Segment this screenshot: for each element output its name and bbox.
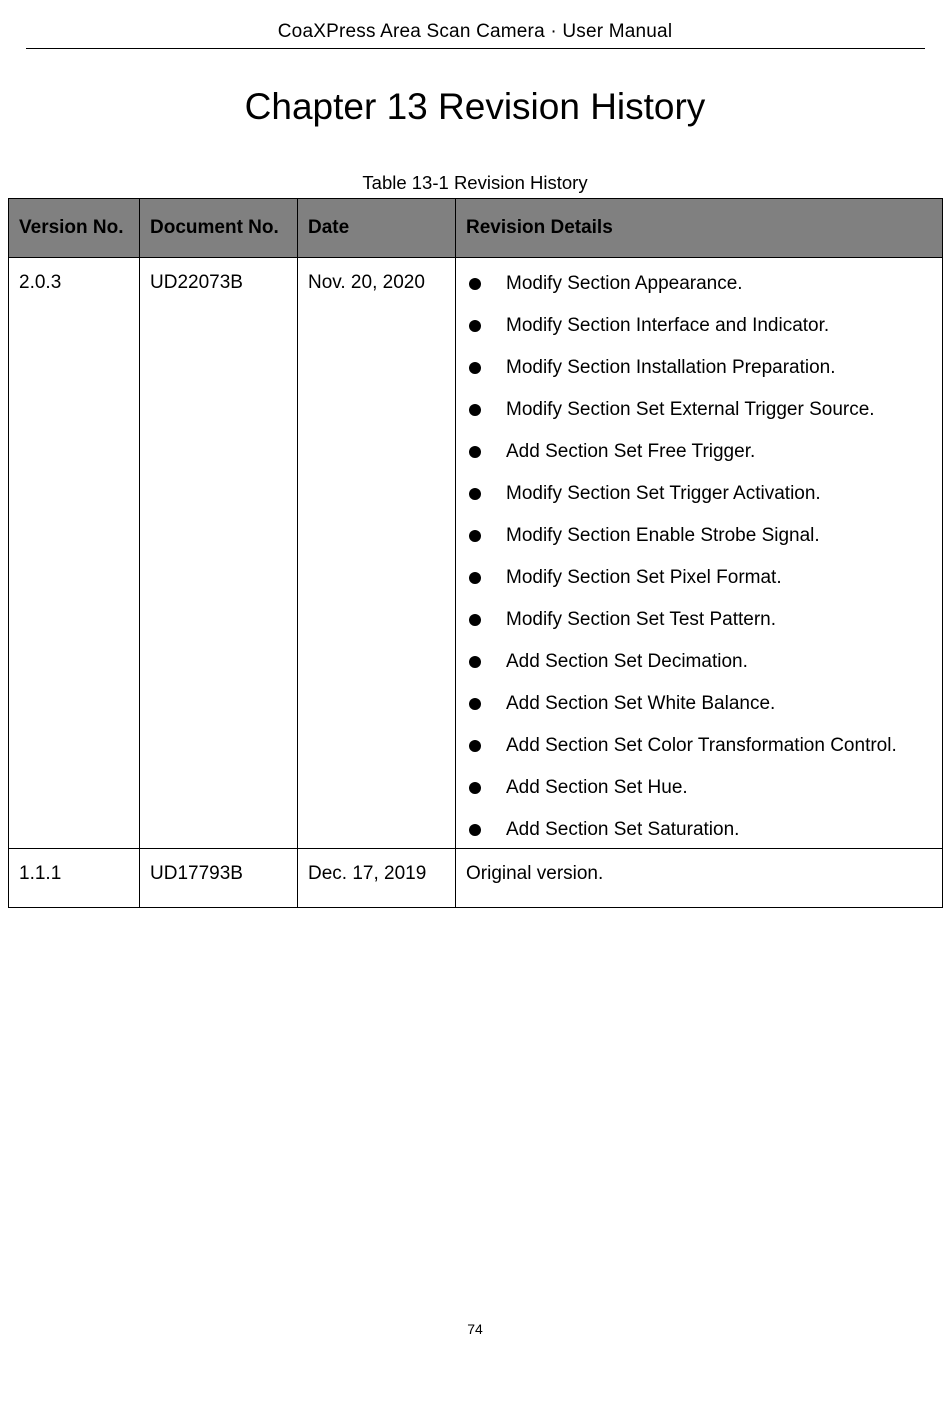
list-item — [466, 650, 932, 692]
list-item — [466, 692, 932, 734]
header-rule — [26, 48, 925, 49]
details-cell: Original version. — [456, 849, 943, 908]
list-item — [466, 440, 932, 482]
bullet-icon — [469, 446, 481, 458]
version-cell: 1.1.1 — [9, 849, 140, 908]
list-item — [466, 734, 932, 776]
list-item — [466, 398, 932, 440]
bullet-icon — [469, 824, 481, 836]
version-cell: 2.0.3 — [9, 258, 140, 849]
table-header-row — [9, 199, 943, 258]
date-cell: Dec. 17, 2019 — [298, 849, 456, 908]
bullet-icon — [469, 698, 481, 710]
list-item — [466, 272, 932, 314]
document-cell: UD17793B — [140, 849, 298, 908]
list-item-text: Modify Section Set Test Pattern. — [506, 609, 777, 630]
list-item-text: Add Section Set Free Trigger. — [506, 441, 756, 462]
list-item-text: Modify Section Set Trigger Activation. — [506, 483, 821, 504]
column-header-version: Version No. — [9, 199, 140, 258]
document-cell: UD22073B — [140, 258, 298, 849]
bullet-icon — [469, 782, 481, 794]
bullet-icon — [469, 320, 481, 332]
list-item — [466, 818, 932, 848]
bullet-icon — [469, 740, 481, 752]
list-item-text: Modify Section Installation Preparation. — [506, 357, 836, 378]
column-header-date: Date — [298, 199, 456, 258]
date-cell: Nov. 20, 2020 — [298, 258, 456, 849]
bullet-icon — [469, 614, 481, 626]
list-item-text: Add Section Set Saturation. — [506, 819, 740, 840]
list-item-text: Add Section Set Color Transformation Control. — [506, 735, 897, 756]
details-cell — [456, 258, 943, 849]
list-item-text: Modify Section Set Pixel Format. — [506, 567, 782, 588]
revision-details-list — [466, 272, 932, 848]
list-item — [466, 482, 932, 524]
column-header-details: Revision Details — [456, 199, 943, 258]
list-item-text: Add Section Set White Balance. — [506, 693, 776, 714]
list-item — [466, 776, 932, 818]
bullet-icon — [469, 362, 481, 374]
list-item — [466, 566, 932, 608]
column-header-document: Document No. — [140, 199, 298, 258]
revision-history-table — [8, 198, 943, 908]
bullet-icon — [469, 530, 481, 542]
page-number: 74 — [467, 1321, 483, 1337]
chapter-title: Chapter 13 Revision History — [244, 86, 706, 127]
list-item-text: Modify Section Set External Trigger Source. — [506, 399, 875, 420]
list-item-text: Add Section Set Decimation. — [506, 651, 748, 672]
bullet-icon — [469, 278, 481, 290]
bullet-icon — [469, 656, 481, 668]
running-header: CoaXPress Area Scan Camera · User Manual — [277, 21, 673, 42]
list-item — [466, 524, 932, 566]
list-item-text: Modify Section Interface and Indicator. — [506, 315, 830, 336]
list-item-text: Add Section Set Hue. — [506, 777, 688, 798]
list-item — [466, 356, 932, 398]
table-row — [9, 258, 943, 849]
bullet-icon — [469, 572, 481, 584]
bullet-icon — [469, 404, 481, 416]
list-item-text: Modify Section Enable Strobe Signal. — [506, 525, 820, 546]
bullet-icon — [469, 488, 481, 500]
table-caption: Table 13-1 Revision History — [362, 172, 588, 193]
list-item — [466, 314, 932, 356]
table-row — [9, 849, 943, 908]
list-item — [466, 608, 932, 650]
list-item-text: Modify Section Appearance. — [506, 273, 743, 294]
